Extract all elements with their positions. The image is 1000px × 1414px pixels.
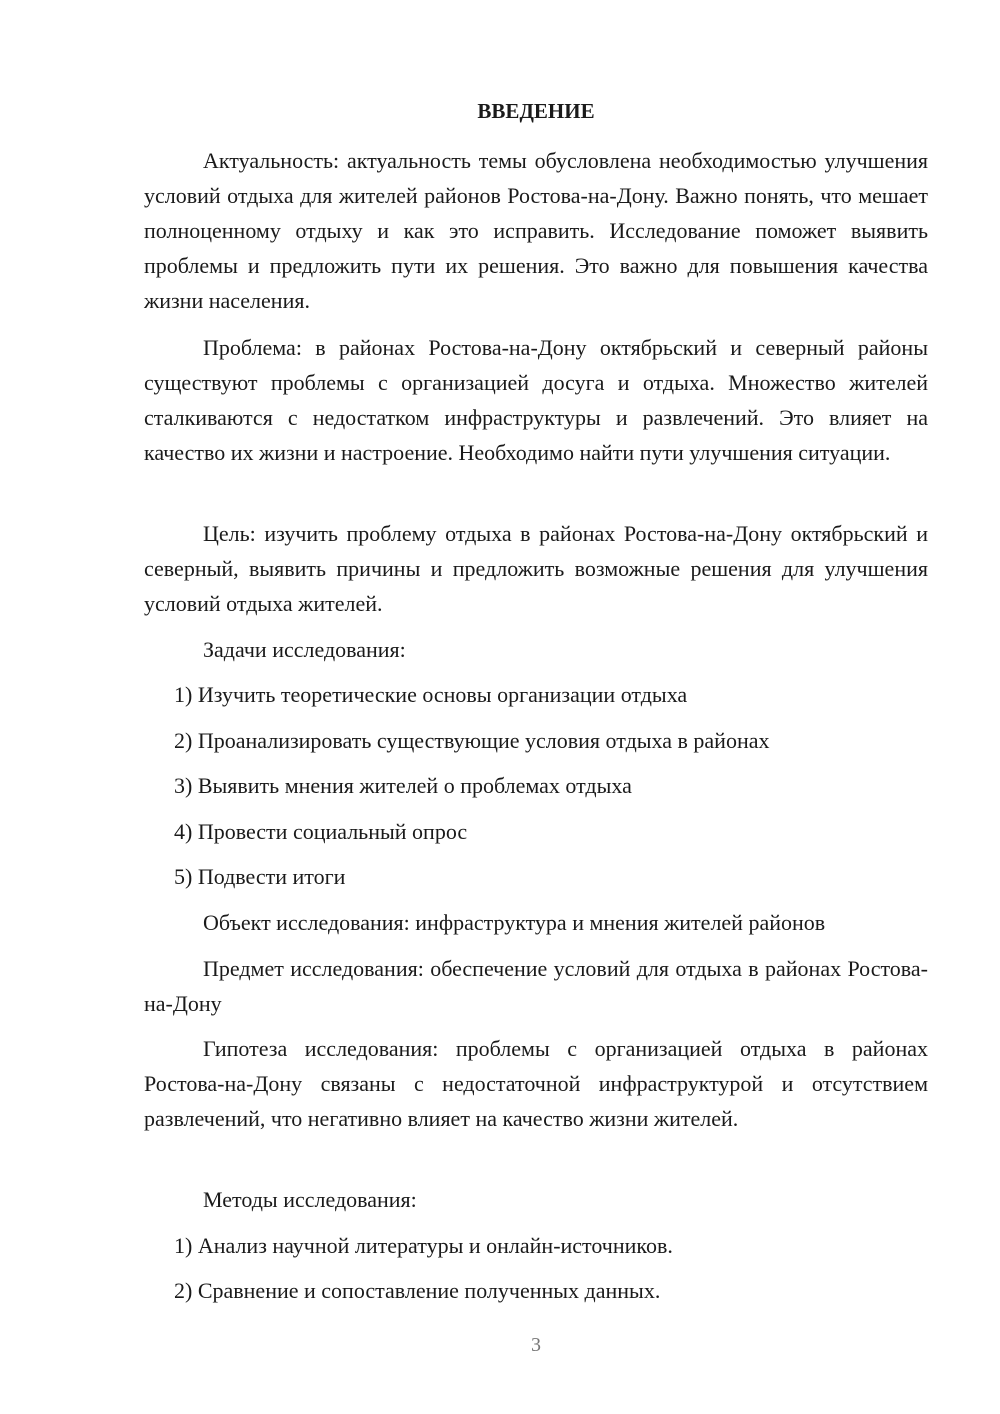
subject-paragraph: Предмет исследования: обеспечение условий для отдыха в районах Ростова-на-Дону (144, 956, 928, 1016)
object-paragraph: Объект исследования: инфраструктура и мнения жителей районов (203, 910, 826, 935)
tasks-heading: Задачи исследования: (203, 637, 406, 662)
task-item: 3) Выявить мнения жителей о проблемах отдыха (174, 773, 632, 798)
goal-paragraph: Цель: изучить проблему отдыха в районах Ростова-на-Дону октябрьский и северный, выявить причины и предложить возможные решения для улучшения условий отдыха жителей. (144, 521, 928, 616)
task-item: 5) Подвести итоги (174, 864, 346, 889)
task-item: 2) Проанализировать существующие условия отдыха в районах (174, 728, 770, 753)
hypothesis-paragraph: Гипотеза исследования: проблемы с организацией отдыха в районах Ростова-на-Дону связаны с недостаточной инфраструктурой и отсутствием развлечений, что негативно влияет на качество жизни жителей. (144, 1036, 928, 1131)
page-title: ВВЕДЕНИЕ (477, 99, 595, 123)
page-number: 3 (531, 1334, 541, 1356)
task-item: 1) Изучить теоретические основы организации отдыха (174, 682, 688, 707)
document-page (144, 0, 928, 1414)
problem-paragraph: Проблема: в районах Ростова-на-Дону октябрьский и северный районы существуют проблемы с организацией досуга и отдыха. Множество жителей сталкиваются с недостатком инфраструктуры и развлечений. Это влияет на качество их жизни и настроение. Необходимо найти пути улучшения ситуации. (144, 335, 928, 465)
method-item: 2) Сравнение и сопоставление полученных данных. (174, 1278, 661, 1303)
method-item: 1) Анализ научной литературы и онлайн-источников. (174, 1233, 673, 1258)
relevance-paragraph: Актуальность: актуальность темы обусловлена необходимостью улучшения условий отдыха для жителей районов Ростова-на-Дону. Важно понять, что мешает полноценному отдыху и как это исправить. Исследование поможет выявить проблемы и предложить пути их решения. Это важно для повышения качества жизни населения. (144, 148, 928, 313)
methods-heading: Методы исследования: (203, 1187, 417, 1212)
task-item: 4) Провести социальный опрос (174, 819, 468, 844)
